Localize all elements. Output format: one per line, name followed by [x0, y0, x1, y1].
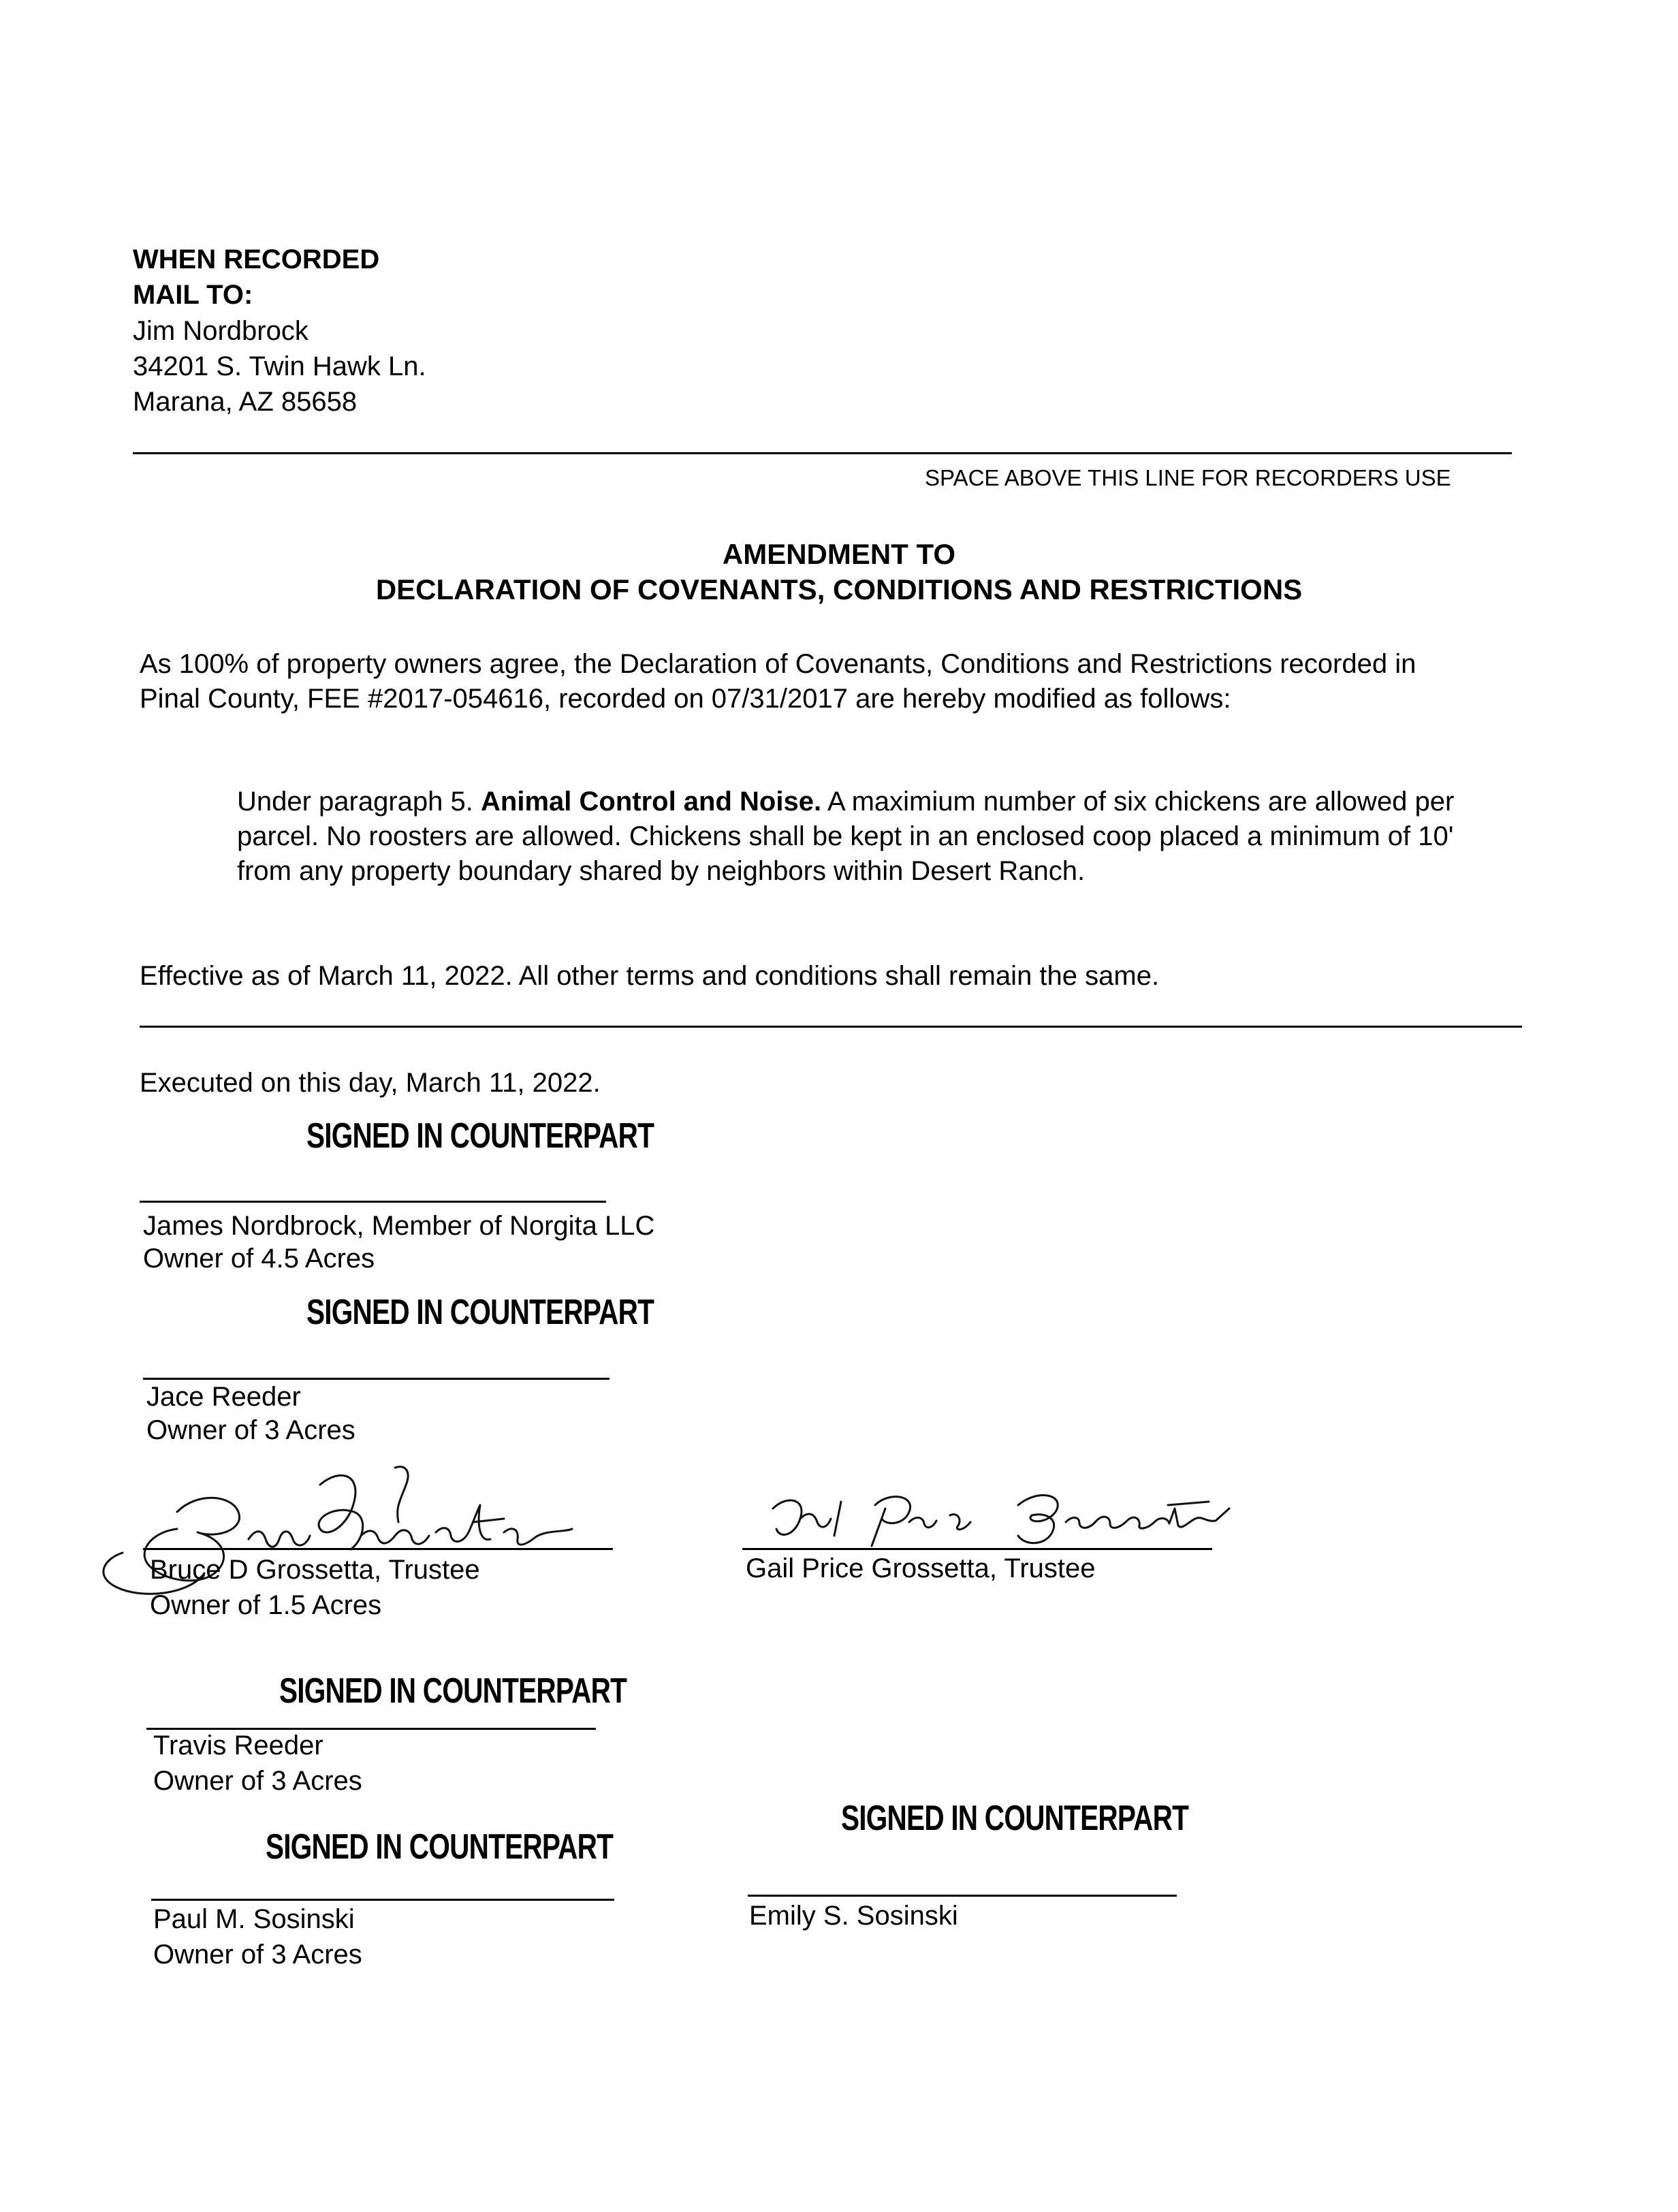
signature-line-gail [742, 1548, 1212, 1550]
amendment-text: A maximium number of six chickens are allowed per parcel. No roosters are allowed. Chickens shall be kept in an enclosed coop placed a minimum of 10' from any property boundary shared by neighbors within Desert Ranch. [237, 787, 1455, 886]
signatory-jace-detail: Owner of 3 Acres [146, 1415, 355, 1445]
amendment-prefix: Under paragraph 5. [237, 787, 473, 817]
signatory-emily-name: Emily S. Sosinski [749, 1901, 958, 1931]
body-divider [140, 1026, 1522, 1028]
signature-line-emily [748, 1895, 1177, 1897]
stamp-emily [841, 1798, 1286, 1839]
signature-line-james [140, 1201, 606, 1203]
stamp-text: SIGNED IN COUNTERPART [306, 1116, 654, 1156]
signatory-bruce-name: Bruce D Grossetta, Trustee [150, 1555, 480, 1585]
signatory-bruce-detail: Owner of 1.5 Acres [150, 1590, 382, 1620]
stamp-text: SIGNED IN COUNTERPART [841, 1799, 1189, 1838]
signatory-james-name: James Nordbrock, Member of Norgita LLC [143, 1211, 655, 1241]
executed-statement: Executed on this day, March 11, 2022. [140, 1068, 601, 1098]
stamp-james [306, 1116, 752, 1156]
stamp-text: SIGNED IN COUNTERPART [279, 1671, 627, 1711]
signature-line-bruce [143, 1548, 613, 1550]
stamp-paul [266, 1827, 711, 1867]
mail-to-street: 34201 S. Twin Hawk Ln. [133, 351, 426, 381]
mail-to-heading-line1: WHEN RECORDED [133, 244, 380, 274]
stamp-jace [306, 1292, 752, 1333]
signatory-travis-name: Travis Reeder [153, 1731, 323, 1760]
signatory-jace-name: Jace Reeder [146, 1382, 301, 1412]
signatory-paul-detail: Owner of 3 Acres [153, 1940, 362, 1970]
signatory-travis-detail: Owner of 3 Acres [153, 1766, 362, 1796]
intro-paragraph: As 100% of property owners agree, the Declaration of Covenants, Conditions and Restrictions recorded in Pinal County, FEE #2017-054616, recorded on 07/31/2017 are hereby modified as follows: [140, 649, 1416, 714]
signatory-gail-name: Gail Price Grossetta, Trustee [746, 1553, 1096, 1583]
signatory-paul-name: Paul M. Sosinski [153, 1904, 355, 1934]
doc-title-line1: AMENDMENT TO [722, 538, 956, 570]
amendment-paragraph [237, 785, 1493, 889]
stamp-text: SIGNED IN COUNTERPART [306, 1293, 654, 1332]
recorder-divider [133, 452, 1512, 454]
signatory-james-detail: Owner of 4.5 Acres [143, 1244, 375, 1274]
signature-line-paul [151, 1899, 614, 1901]
effective-statement: Effective as of March 11, 2022. All other terms and conditions shall remain the same. [140, 961, 1160, 991]
mail-to-heading-line2: MAIL TO: [133, 280, 253, 310]
mail-to-name: Jim Nordbrock [133, 316, 308, 346]
stamp-travis [279, 1671, 725, 1711]
mail-to-city: Marana, AZ 85658 [133, 387, 358, 417]
stamp-text: SIGNED IN COUNTERPART [266, 1827, 614, 1867]
amendment-heading: Animal Control and Noise. [481, 787, 822, 817]
doc-title-line2: DECLARATION OF COVENANTS, CONDITIONS AND RESTRICTIONS [375, 573, 1303, 605]
signature-gail-icon [746, 1481, 1263, 1556]
recorder-note: SPACE ABOVE THIS LINE FOR RECORDERS USE [925, 465, 1451, 490]
